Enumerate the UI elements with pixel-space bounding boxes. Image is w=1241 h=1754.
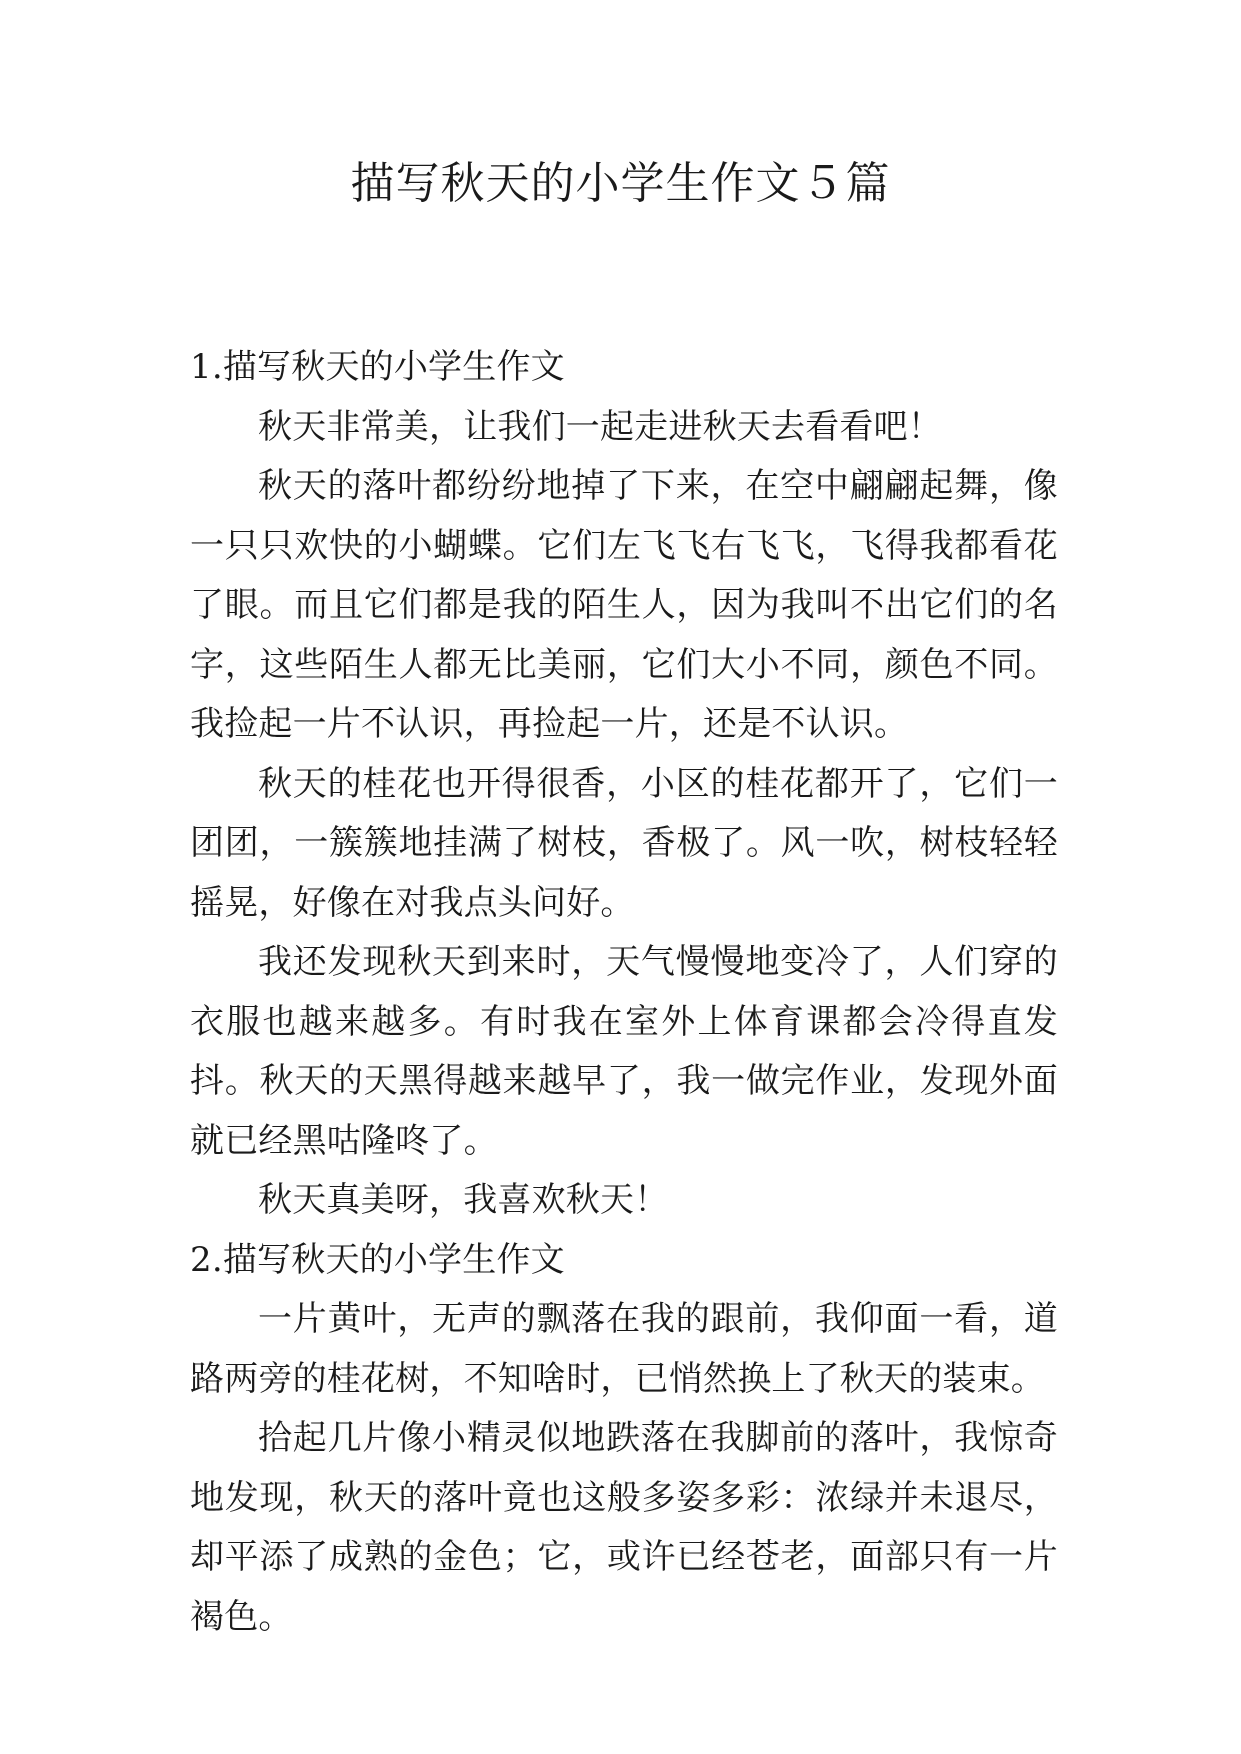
document-body	[190, 338, 1058, 1647]
paragraph: 我还发现秋天到来时，天气慢慢地变冷了，人们穿的衣服也越来越多。有时我在室外上体育课都会冷得直发抖。秋天的天黑得越来越早了，我一做完作业，发现外面就已经黑咕隆咚了。	[190, 942, 1058, 1161]
section-heading: 1.描写秋天的小学生作文	[190, 347, 565, 387]
section-heading: 2.描写秋天的小学生作文	[190, 1239, 565, 1280]
paragraph: 秋天非常美，让我们一起走进秋天去看看吧！	[258, 406, 942, 447]
document-title: 描写秋天的小学生作文５篇	[350, 158, 891, 209]
paragraph: 拾起几片像小精灵似地跌落在我脚前的落叶，我惊奇地发现，秋天的落叶竟也这般多姿多彩：浓绿并未退尽，却平添了成熟的金色；它，或许已经苍老，面部只有一片褐色。	[190, 1418, 1058, 1637]
paragraph: 一片黄叶，无声的飘落在我的跟前，我仰面一看，道路两旁的桂花树，不知啥时，已悄然换上了秋天的装束。	[190, 1299, 1058, 1399]
paragraph: 秋天真美呀，我喜欢秋天！	[258, 1180, 669, 1220]
paragraph: 秋天的落叶都纷纷地掉了下来，在空中翩翩起舞，像一只只欢快的小蝴蝶。它们左飞飞右飞飞，飞得我都看花了眼。而且它们都是我的陌生人，因为我叫不出它们的名字，这些陌生人都无比美丽，它们大小不同，颜色不同。我捡起一片不认识，再捡起一片，还是不认识。	[190, 466, 1058, 744]
paragraph: 秋天的桂花也开得很香，小区的桂花都开了，它们一团团，一簇簇地挂满了树枝，香极了。风一吹，树枝轻轻摇晃，好像在对我点头问好。	[190, 763, 1058, 923]
